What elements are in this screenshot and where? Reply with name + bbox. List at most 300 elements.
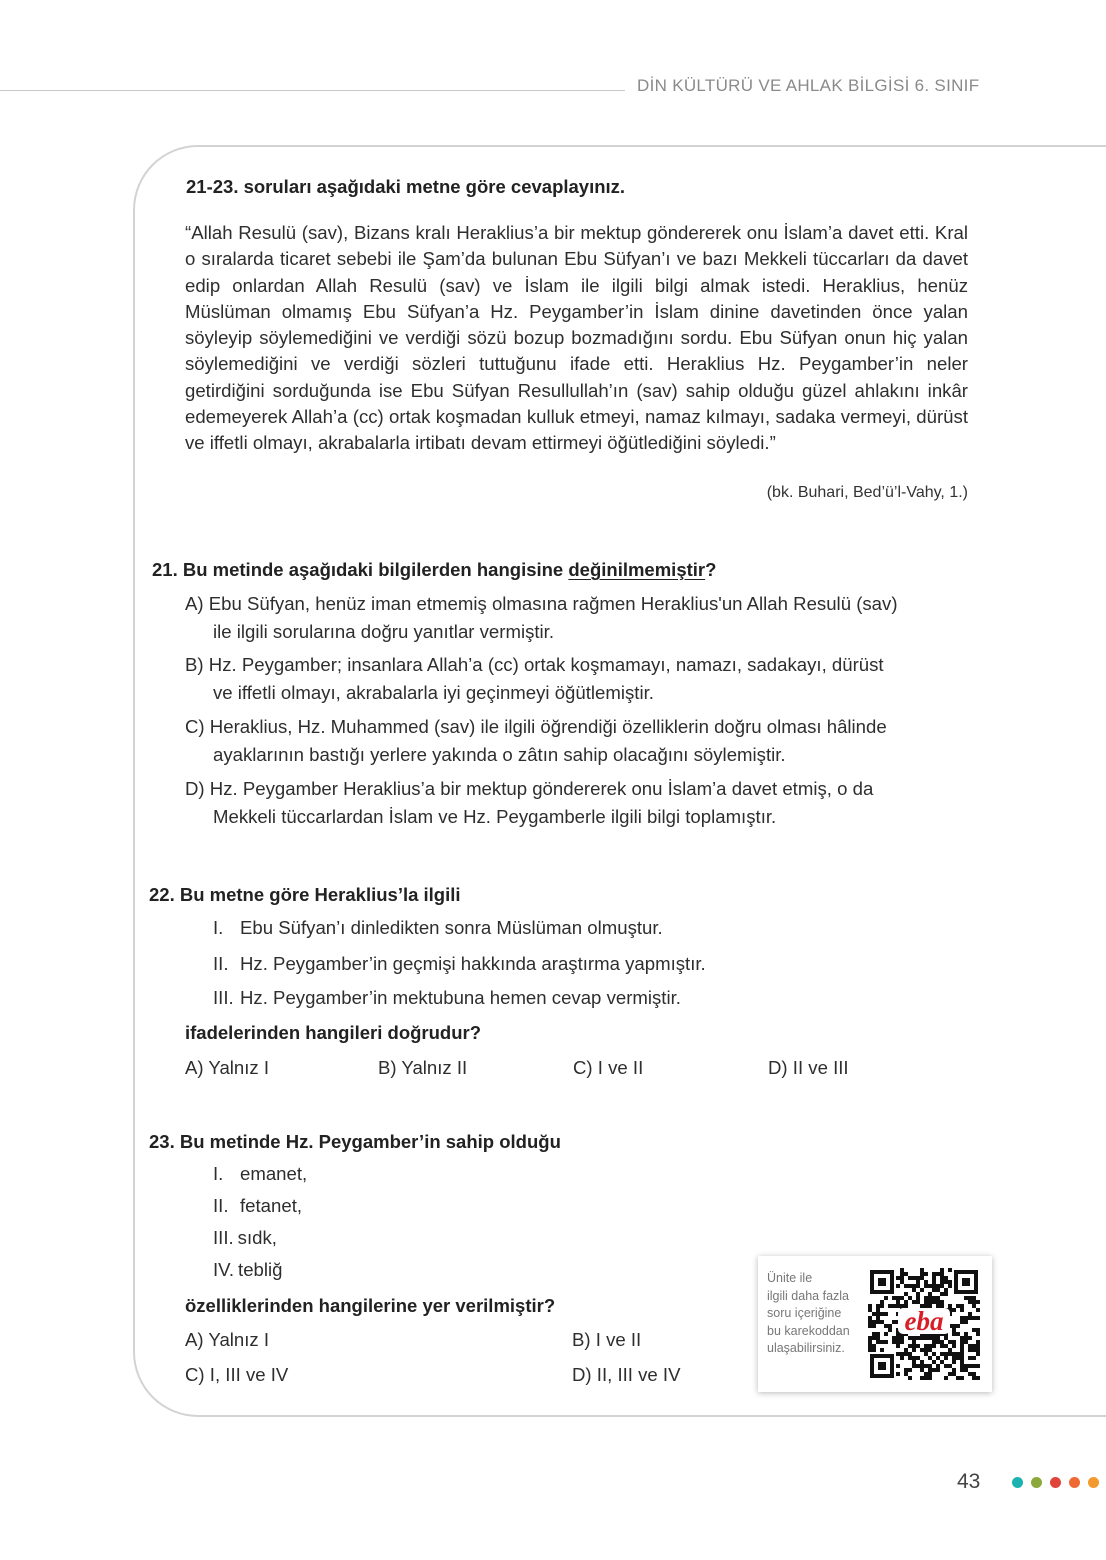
qr-module xyxy=(908,1352,912,1356)
statement-text: Hz. Peygamber’in geçmişi hakkında araştırma yapmıştır. xyxy=(240,953,706,974)
question-stem: Bu metinde Hz. Peygamber’in sahip olduğu xyxy=(179,1131,561,1152)
qr-module xyxy=(944,1292,948,1296)
qr-module xyxy=(880,1340,884,1344)
statement-23-2 xyxy=(213,1195,302,1217)
qr-module xyxy=(956,1356,960,1360)
option-letter: A) xyxy=(185,593,204,614)
qr-module xyxy=(968,1300,972,1304)
qr-module xyxy=(940,1268,944,1272)
qr-module xyxy=(936,1288,940,1292)
qr-module xyxy=(900,1272,904,1276)
qr-module xyxy=(920,1360,924,1364)
qr-module xyxy=(916,1300,920,1304)
qr-module xyxy=(900,1276,904,1280)
qr-module xyxy=(960,1320,964,1324)
qr-module xyxy=(872,1344,876,1348)
qr-module xyxy=(868,1340,872,1344)
option-text-line2: ile ilgili sorularına doğru yanıtlar vermiştir. xyxy=(213,621,555,642)
statement-number: II. xyxy=(213,953,229,974)
option-21-a[interactable] xyxy=(185,590,968,646)
qr-module xyxy=(932,1340,936,1344)
qr-info-box xyxy=(758,1256,992,1392)
qr-module xyxy=(936,1284,940,1288)
qr-module xyxy=(876,1320,880,1324)
option-text-line2: Mekkeli tüccarlardan İslam ve Hz. Peygamberle ilgili bilgi toplamıştır. xyxy=(213,806,777,827)
qr-module xyxy=(944,1276,948,1280)
option-text-line1: Ebu Süfyan, henüz iman etmemiş olmasına rağmen Heraklius'un Allah Resulü (sav) xyxy=(208,593,898,614)
qr-module xyxy=(940,1300,944,1304)
qr-module xyxy=(880,1320,884,1324)
qr-module xyxy=(900,1356,904,1360)
qr-module xyxy=(884,1340,888,1344)
qr-module xyxy=(896,1352,900,1356)
qr-module xyxy=(968,1336,972,1340)
qr-module xyxy=(924,1348,928,1352)
answer-22-c[interactable]: C) I ve II xyxy=(573,1057,644,1078)
answer-23-a[interactable]: A) Yalnız I xyxy=(185,1329,270,1350)
statement-number: IV. xyxy=(213,1259,235,1280)
qr-module xyxy=(952,1328,956,1332)
qr-module xyxy=(972,1304,976,1308)
qr-caption-line: Ünite ile xyxy=(767,1271,813,1285)
option-21-d[interactable] xyxy=(185,775,968,831)
qr-module xyxy=(924,1364,928,1368)
statement-22-1 xyxy=(213,917,663,939)
qr-module xyxy=(904,1352,908,1356)
qr-module xyxy=(976,1376,980,1380)
qr-module xyxy=(916,1336,920,1340)
question-stem-end: ? xyxy=(705,559,717,580)
qr-module xyxy=(960,1304,964,1308)
qr-module xyxy=(868,1324,872,1328)
qr-module xyxy=(908,1356,912,1360)
qr-module xyxy=(872,1348,876,1352)
qr-module xyxy=(972,1300,976,1304)
qr-module xyxy=(972,1356,976,1360)
answer-22-d[interactable]: D) II ve III xyxy=(768,1057,849,1078)
qr-module xyxy=(948,1304,952,1308)
qr-module xyxy=(976,1332,980,1336)
option-text-line2: ayaklarının bastığı yerlere yakında o zâtın sahip olacağını söylemiştir. xyxy=(213,744,786,765)
option-text-line1: Hz. Peygamber Heraklius’a bir mektup göndererek onu İslam’a davet etmiş, o da xyxy=(209,778,874,799)
qr-module xyxy=(896,1300,900,1304)
qr-module xyxy=(908,1276,912,1280)
statement-22-3 xyxy=(213,987,681,1009)
qr-module xyxy=(952,1332,956,1336)
qr-module xyxy=(952,1308,956,1312)
qr-module xyxy=(972,1316,976,1320)
passage-intro: 21-23. soruları aşağıdaki metne göre cevaplayınız. xyxy=(186,176,626,197)
qr-module xyxy=(896,1336,900,1340)
qr-module xyxy=(932,1344,936,1348)
qr-module xyxy=(916,1356,920,1360)
qr-module xyxy=(924,1280,928,1284)
qr-module xyxy=(900,1296,904,1300)
qr-module xyxy=(904,1292,908,1296)
qr-module xyxy=(892,1304,896,1308)
qr-module xyxy=(876,1316,880,1320)
qr-module xyxy=(912,1284,916,1288)
qr-module xyxy=(876,1340,880,1344)
qr-module xyxy=(976,1340,980,1344)
qr-module xyxy=(932,1288,936,1292)
qr-module xyxy=(972,1328,976,1332)
qr-module xyxy=(960,1352,964,1356)
qr-module xyxy=(956,1376,960,1380)
qr-module xyxy=(892,1320,896,1324)
qr-module xyxy=(916,1280,920,1284)
qr-module xyxy=(916,1292,920,1296)
qr-module xyxy=(924,1272,928,1276)
qr-module xyxy=(888,1324,892,1328)
qr-module xyxy=(908,1336,912,1340)
passage-source: (bk. Buhari, Bed’ü’l-Vahy, 1.) xyxy=(766,484,968,501)
header-rule xyxy=(0,90,625,91)
qr-module xyxy=(940,1272,944,1276)
qr-module xyxy=(964,1296,968,1300)
qr-module xyxy=(968,1348,972,1352)
qr-module xyxy=(932,1284,936,1288)
statement-number: I. xyxy=(213,917,224,938)
statement-text: fetanet, xyxy=(240,1195,303,1216)
option-letter: C) xyxy=(185,716,205,737)
statement-number: III. xyxy=(213,987,234,1008)
qr-module xyxy=(912,1360,916,1364)
qr-caption-line: bu karekoddan xyxy=(767,1323,850,1338)
qr-module xyxy=(964,1336,968,1340)
qr-module xyxy=(956,1304,960,1308)
qr-module xyxy=(976,1348,980,1352)
qr-module xyxy=(932,1296,936,1300)
qr-module xyxy=(928,1296,932,1300)
qr-module xyxy=(928,1364,932,1368)
qr-module xyxy=(948,1268,952,1272)
qr-module xyxy=(940,1344,944,1348)
qr-module xyxy=(960,1364,964,1368)
qr-module xyxy=(960,1344,964,1348)
qr-module xyxy=(960,1348,964,1352)
qr-module xyxy=(972,1296,976,1300)
qr-module xyxy=(900,1336,904,1340)
qr-module xyxy=(908,1376,912,1380)
qr-module xyxy=(928,1356,932,1360)
statement-text: emanet, xyxy=(240,1163,308,1184)
qr-module xyxy=(872,1336,876,1340)
qr-module xyxy=(960,1336,964,1340)
qr-module xyxy=(912,1356,916,1360)
passage-text: “Allah Resulü (sav), Bizans kralı Heraklius’a bir mektup göndererek onu İslam’a davet etti. Kral o sıralarda ticaret sebebi ile Şam’da bulunan Ebu Süfyan’ı ve bazı Mekkeli tüccarları da davet edip onlardan Allah Resulü (sav) ve İslam ile ilgili bilgi almak istedi. Heraklius, henüz Müslüman olmamış Ebu Süfyan’a Hz. Peygamber’in İslam dinine davetinden önce yalan söyleyip söylemediğini ve verdiği sözü bozup bozmadığını sordu. Ebu Süfyan onun hiç yalan söylemediğini ve verdiği sözleri tuttuğunu ifade etti. Heraklius Hz. Peygamber’in neler getirdiğini sorduğunda ise Ebu Süfyan Resullullah’ın (sav) sahip olduğu güzel ahlakını inkâr edemeyerek Allah’a (cc) ortak koşmadan kulluk etmeyi, namaz kılmayı, sadaka vermeyi, dürüst ve iffetli olmayı, akrabalarla irtibatı devam ettirmeyi öğütlediğini söyledi.” xyxy=(185,222,968,454)
qr-module xyxy=(952,1360,956,1364)
qr-module xyxy=(896,1372,900,1376)
qr-module xyxy=(920,1272,924,1276)
qr-module xyxy=(936,1356,940,1360)
page-number: 43 xyxy=(957,1470,981,1493)
qr-module xyxy=(924,1284,928,1288)
qr-module xyxy=(972,1372,976,1376)
qr-module xyxy=(916,1296,920,1300)
qr-module xyxy=(976,1328,980,1332)
qr-module xyxy=(884,1296,888,1300)
qr-module xyxy=(936,1300,940,1304)
qr-module xyxy=(956,1324,960,1328)
qr-caption-line: ulaşabilirsiniz. xyxy=(767,1341,845,1355)
question-stem: Bu metne göre Heraklius’la ilgili xyxy=(179,884,461,905)
qr-module xyxy=(920,1268,924,1272)
qr-module xyxy=(920,1376,924,1380)
qr-module xyxy=(876,1304,880,1308)
qr-module xyxy=(928,1372,932,1376)
qr-module xyxy=(920,1288,924,1292)
qr-module xyxy=(932,1300,936,1304)
statement-text: tebliğ xyxy=(238,1259,283,1280)
qr-module xyxy=(876,1308,880,1312)
dot-icon xyxy=(1088,1477,1099,1488)
qr-module xyxy=(904,1348,908,1352)
qr-module xyxy=(936,1368,940,1372)
qr-module xyxy=(932,1280,936,1284)
qr-module xyxy=(900,1340,904,1344)
qr-module xyxy=(872,1332,876,1336)
qr-module xyxy=(920,1348,924,1352)
qr-module xyxy=(868,1320,872,1324)
question-22-stem xyxy=(149,884,461,906)
qr-module xyxy=(904,1284,908,1288)
header-title: DİN KÜLTÜRÜ VE AHLAK BİLGİSİ 6. SINIF xyxy=(637,76,980,95)
qr-module xyxy=(884,1312,888,1316)
qr-module xyxy=(940,1276,944,1280)
qr-module xyxy=(876,1332,880,1336)
qr-module xyxy=(900,1304,904,1308)
qr-module xyxy=(924,1296,928,1300)
qr-module xyxy=(872,1324,876,1328)
option-21-c[interactable] xyxy=(185,713,968,769)
qr-module xyxy=(976,1300,980,1304)
option-letter: D) xyxy=(185,778,205,799)
qr-caption xyxy=(767,1270,867,1358)
qr-module xyxy=(960,1360,964,1364)
qr-module xyxy=(940,1280,944,1284)
qr-module xyxy=(972,1344,976,1348)
qr-module xyxy=(932,1336,936,1340)
qr-module xyxy=(940,1340,944,1344)
qr-module xyxy=(896,1364,900,1368)
qr-module xyxy=(968,1364,972,1368)
qr-module xyxy=(944,1356,948,1360)
qr-module xyxy=(900,1280,904,1284)
qr-module xyxy=(880,1300,884,1304)
qr-module xyxy=(948,1340,952,1344)
qr-module xyxy=(932,1272,936,1276)
qr-module xyxy=(968,1296,972,1300)
qr-module xyxy=(964,1332,968,1336)
statement-text: sıdk, xyxy=(237,1227,277,1248)
qr-module xyxy=(952,1356,956,1360)
qr-module xyxy=(960,1340,964,1344)
decorative-dots xyxy=(1012,1477,1099,1488)
qr-module xyxy=(944,1352,948,1356)
question-stem: Bu metinde aşağıdaki bilgilerden hangisine xyxy=(182,559,564,580)
qr-module xyxy=(948,1364,952,1368)
qr-module xyxy=(888,1304,892,1308)
qr-module xyxy=(948,1352,952,1356)
qr-module xyxy=(896,1284,900,1288)
qr-module xyxy=(972,1376,976,1380)
qr-module xyxy=(928,1284,932,1288)
qr-module xyxy=(968,1316,972,1320)
statement-number: III. xyxy=(213,1227,234,1248)
qr-module xyxy=(964,1316,968,1320)
qr-module xyxy=(912,1300,916,1304)
qr-module xyxy=(936,1340,940,1344)
qr-module xyxy=(904,1372,908,1376)
qr-module xyxy=(952,1368,956,1372)
qr-module xyxy=(932,1352,936,1356)
qr-module xyxy=(944,1376,948,1380)
qr-module xyxy=(916,1364,920,1368)
qr-module xyxy=(900,1268,904,1272)
answer-23-d[interactable]: D) II, III ve IV xyxy=(572,1364,681,1385)
qr-module xyxy=(940,1292,944,1296)
question-23-stem xyxy=(149,1131,561,1153)
qr-module xyxy=(968,1372,972,1376)
qr-module xyxy=(892,1296,896,1300)
qr-module xyxy=(940,1284,944,1288)
qr-module xyxy=(920,1336,924,1340)
qr-module xyxy=(912,1344,916,1348)
qr-module xyxy=(892,1336,896,1340)
statement-23-3 xyxy=(213,1227,277,1249)
option-21-b[interactable] xyxy=(185,651,968,707)
qr-module xyxy=(924,1336,928,1340)
question-stem-underlined: değinilmemiştir xyxy=(568,559,706,580)
qr-module xyxy=(948,1280,952,1284)
qr-module xyxy=(944,1344,948,1348)
qr-module xyxy=(960,1368,964,1372)
dot-icon xyxy=(1050,1477,1061,1488)
qr-module xyxy=(912,1364,916,1368)
option-text-line1: Heraklius, Hz. Muhammed (sav) ile ilgili öğrendiği özelliklerin doğru olması hâlinde xyxy=(209,716,887,737)
qr-module xyxy=(952,1372,956,1376)
statement-22-2 xyxy=(213,953,706,975)
qr-module xyxy=(872,1320,876,1324)
qr-module xyxy=(868,1304,872,1308)
answer-22-b[interactable]: B) Yalnız II xyxy=(378,1057,468,1078)
qr-module xyxy=(964,1368,968,1372)
option-letter: B) xyxy=(185,654,204,675)
qr-module xyxy=(924,1376,928,1380)
qr-module xyxy=(908,1368,912,1372)
qr-module xyxy=(948,1284,952,1288)
qr-module xyxy=(884,1332,888,1336)
qr-module xyxy=(960,1376,964,1380)
qr-module xyxy=(956,1352,960,1356)
qr-module xyxy=(924,1352,928,1356)
qr-module xyxy=(928,1376,932,1380)
qr-module xyxy=(912,1336,916,1340)
qr-module xyxy=(944,1336,948,1340)
qr-module xyxy=(920,1276,924,1280)
qr-module xyxy=(964,1320,968,1324)
qr-module xyxy=(920,1368,924,1372)
qr-module xyxy=(868,1316,872,1320)
question-number: 23. xyxy=(149,1131,175,1152)
dot-icon xyxy=(1012,1477,1023,1488)
qr-module xyxy=(952,1324,956,1328)
qr-module xyxy=(928,1368,932,1372)
qr-module xyxy=(928,1348,932,1352)
qr-module xyxy=(976,1352,980,1356)
qr-module xyxy=(896,1296,900,1300)
qr-module xyxy=(904,1368,908,1372)
qr-caption-line: ilgili daha fazla xyxy=(767,1288,849,1303)
qr-module xyxy=(912,1276,916,1280)
qr-module xyxy=(952,1352,956,1356)
qr-module xyxy=(896,1304,900,1308)
qr-module xyxy=(916,1276,920,1280)
answer-22-a[interactable]: A) Yalnız I xyxy=(185,1057,270,1078)
qr-module xyxy=(880,1312,884,1316)
qr-module xyxy=(940,1352,944,1356)
qr-module xyxy=(960,1308,964,1312)
qr-module xyxy=(944,1280,948,1284)
qr-module xyxy=(896,1340,900,1344)
statement-23-4 xyxy=(213,1259,282,1281)
qr-module xyxy=(932,1368,936,1372)
question-number: 22. xyxy=(149,884,175,905)
qr-module xyxy=(868,1308,872,1312)
question-21-stem xyxy=(152,559,716,581)
qr-code-icon[interactable] xyxy=(868,1268,980,1380)
statement-number: II. xyxy=(213,1195,229,1216)
qr-module xyxy=(868,1336,872,1340)
dot-icon xyxy=(1031,1477,1042,1488)
qr-module xyxy=(968,1356,972,1360)
option-text-line2: ve iffetli olmayı, akrabalarla iyi geçinmeyi öğütlemiştir. xyxy=(213,682,654,703)
qr-module xyxy=(880,1304,884,1308)
qr-module xyxy=(900,1352,904,1356)
qr-module xyxy=(924,1344,928,1348)
qr-module xyxy=(964,1364,968,1368)
qr-module xyxy=(912,1340,916,1344)
qr-module xyxy=(976,1344,980,1348)
qr-module xyxy=(936,1296,940,1300)
qr-module xyxy=(952,1344,956,1348)
qr-module xyxy=(976,1316,980,1320)
qr-module xyxy=(908,1284,912,1288)
dot-icon xyxy=(1069,1477,1080,1488)
qr-module xyxy=(880,1348,884,1352)
answer-23-b[interactable]: B) I ve II xyxy=(572,1329,642,1350)
qr-module xyxy=(972,1348,976,1352)
qr-module xyxy=(960,1316,964,1320)
qr-module xyxy=(904,1300,908,1304)
qr-module xyxy=(868,1348,872,1352)
answer-23-c[interactable]: C) I, III ve IV xyxy=(185,1364,289,1385)
qr-caption-line: soru içeriğine xyxy=(767,1306,842,1320)
qr-module xyxy=(928,1300,932,1304)
question-23-prompt: özelliklerinden hangilerine yer verilmiştir? xyxy=(185,1295,556,1316)
qr-module xyxy=(932,1360,936,1364)
qr-module xyxy=(872,1312,876,1316)
eba-logo: eba xyxy=(904,1306,944,1336)
qr-module xyxy=(956,1332,960,1336)
qr-module xyxy=(924,1300,928,1304)
qr-module xyxy=(876,1312,880,1316)
option-text-line1: Hz. Peygamber; insanlara Allah’a (cc) ortak koşmamayı, namazı, sadakayı, dürüst xyxy=(208,654,884,675)
qr-module xyxy=(888,1328,892,1332)
qr-module xyxy=(936,1364,940,1368)
qr-module xyxy=(932,1276,936,1280)
